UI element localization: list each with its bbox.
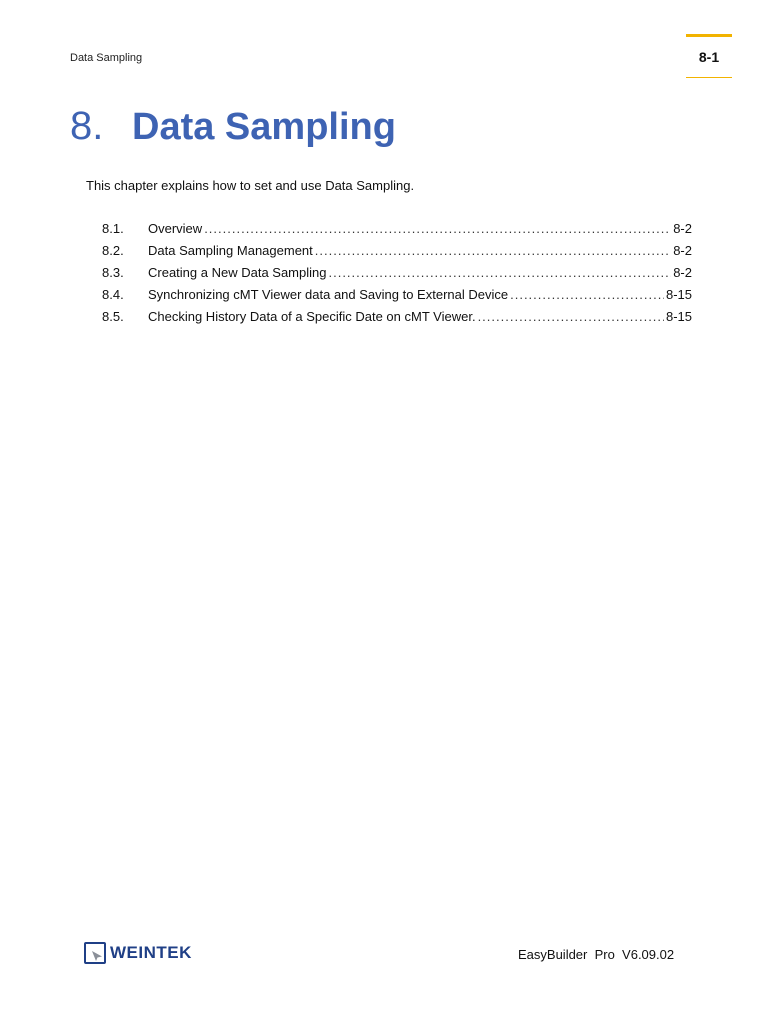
chapter-title: Data Sampling: [132, 106, 396, 148]
toc-number: 8.1.: [102, 221, 124, 236]
toc-number: 8.5.: [102, 309, 124, 324]
toc-number: 8.4.: [102, 287, 124, 302]
toc-entry-management[interactable]: [102, 243, 692, 265]
toc-entry-synchronizing[interactable]: [102, 287, 692, 309]
toc-page: 8-15: [665, 309, 692, 324]
weintek-logo: [84, 942, 192, 964]
toc-leader: [204, 221, 671, 236]
toc-title: Synchronizing cMT Viewer data and Saving to External Device: [148, 287, 509, 302]
chapter-number: 8.: [70, 104, 104, 148]
logo-mark-icon: [84, 942, 106, 964]
toc-title: Creating a New Data Sampling: [148, 265, 327, 280]
table-of-contents: [102, 221, 692, 331]
toc-entry-creating[interactable]: [102, 265, 692, 287]
toc-leader: [315, 243, 671, 258]
page-number: 8-1: [698, 49, 720, 65]
toc-leader: [510, 287, 664, 302]
toc-number: 8.3.: [102, 265, 124, 280]
toc-entry-overview[interactable]: [102, 221, 692, 243]
toc-leader: [478, 309, 664, 324]
toc-title: Overview: [148, 221, 203, 236]
footer-version: EasyBuilder Pro V6.09.02: [518, 947, 675, 962]
page-number-badge: [686, 34, 732, 78]
toc-title: Checking History Data of a Specific Date on cMT Viewer.: [148, 309, 476, 324]
chapter-heading: [70, 104, 396, 149]
toc-leader: [328, 265, 671, 280]
logo-text: WEINTEK: [110, 943, 192, 962]
toc-page: 8-15: [665, 287, 692, 302]
toc-page: 8-2: [673, 221, 692, 236]
toc-title: Data Sampling Management: [148, 243, 313, 258]
toc-number: 8.2.: [102, 243, 124, 258]
chapter-intro: This chapter explains how to set and use Data Sampling.: [86, 178, 415, 193]
toc-entry-history[interactable]: [102, 309, 692, 331]
toc-page: 8-2: [673, 243, 692, 258]
toc-page: 8-2: [673, 265, 692, 280]
running-header: Data Sampling: [70, 52, 143, 64]
